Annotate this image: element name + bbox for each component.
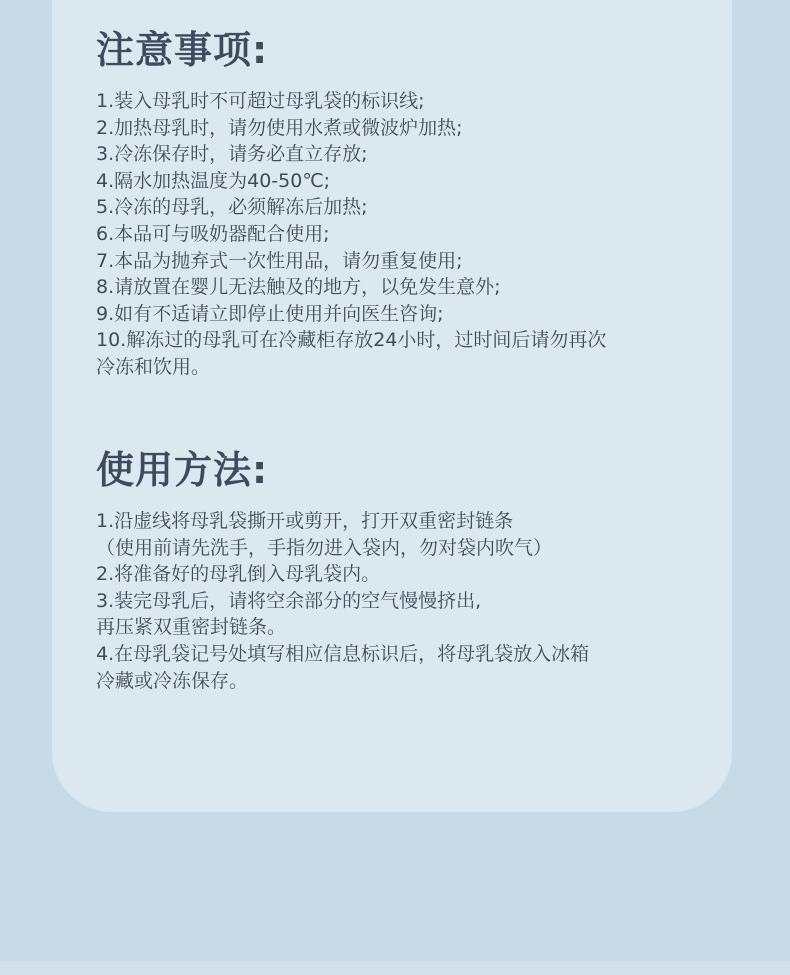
list-item: 3.冷冻保存时，请务必直立存放; bbox=[96, 143, 368, 166]
list-item: 冷藏或冷冻保存。 bbox=[96, 669, 249, 692]
list-item: （使用前请先洗手，手指勿进入袋内，勿对袋内吹气） bbox=[96, 536, 553, 559]
bottom-strip bbox=[0, 961, 790, 975]
list-item: 5.冷冻的母乳，必须解冻后加热; bbox=[96, 196, 368, 219]
usage-list bbox=[96, 508, 696, 694]
list-item: 1.装入母乳时不可超过母乳袋的标识线; bbox=[96, 90, 425, 112]
list-item: 2.将准备好的母乳倒入母乳袋内。 bbox=[96, 563, 381, 586]
list-item: 7.本品为抛弃式一次性用品，请勿重复使用; bbox=[96, 249, 463, 272]
list-item: 再压紧双重密封链条。 bbox=[96, 616, 287, 639]
notes-title: 注意事项: bbox=[96, 28, 269, 72]
list-item: 4.隔水加热温度为40-50℃; bbox=[96, 169, 331, 192]
list-item: 1.沿虚线将母乳袋撕开或剪开，打开双重密封链条 bbox=[96, 510, 514, 532]
usage-section bbox=[96, 444, 696, 694]
list-item: 4.在母乳袋记号处填写相应信息标识后，将母乳袋放入冰箱 bbox=[96, 642, 590, 665]
notes-list bbox=[96, 88, 696, 381]
list-item: 冷冻和饮用。 bbox=[96, 355, 211, 378]
notes-section bbox=[96, 24, 696, 381]
list-item: 3.装完母乳后，请将空余部分的空气慢慢挤出, bbox=[96, 589, 482, 612]
usage-title: 使用方法: bbox=[96, 448, 269, 492]
list-item: 9.如有不适请立即停止使用并向医生咨询; bbox=[96, 302, 444, 325]
list-item: 8.请放置在婴儿无法触及的地方，以免发生意外; bbox=[96, 276, 501, 299]
list-item: 10.解冻过的母乳可在冷藏柜存放24小时，过时间后请勿再次 bbox=[96, 329, 607, 352]
list-item: 2.加热母乳时，请勿使用水煮或微波炉加热; bbox=[96, 116, 463, 139]
list-item: 6.本品可与吸奶器配合使用; bbox=[96, 222, 330, 245]
